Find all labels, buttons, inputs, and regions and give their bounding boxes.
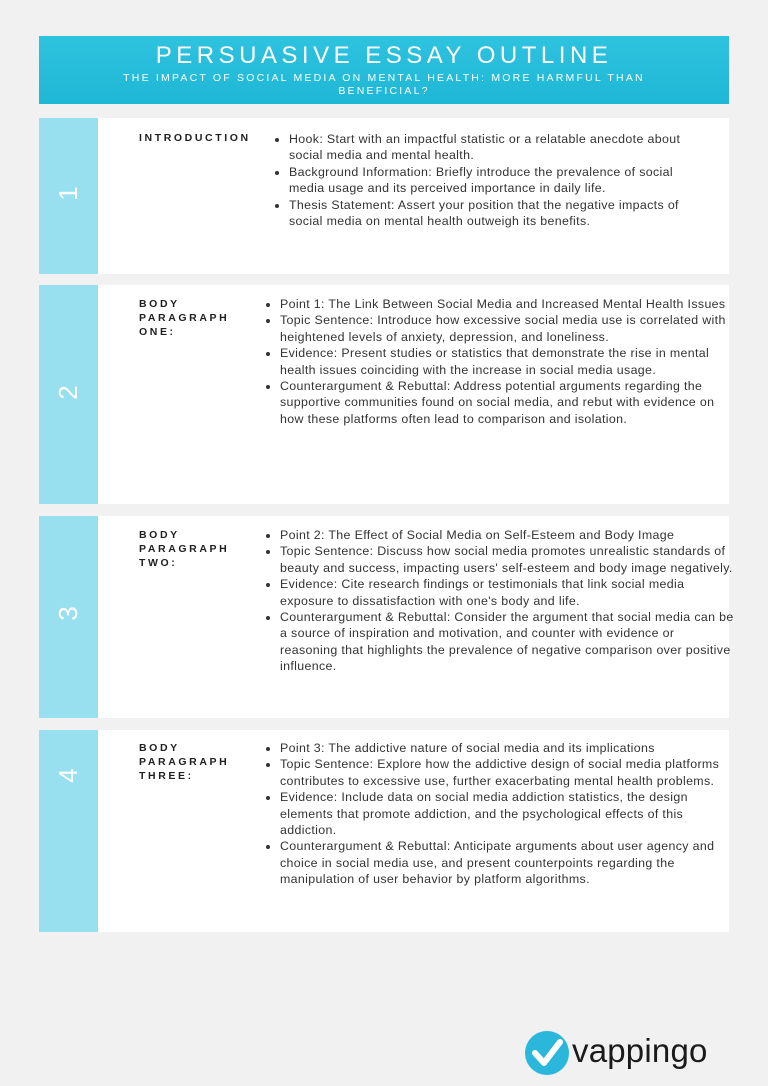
outline-header bbox=[39, 36, 729, 104]
list-item: • Topic Sentence: Introduce how excessive social media use is correlated with heightened levels of anxiety, depression, and loneliness. bbox=[280, 312, 730, 345]
page-subtitle: THE IMPACT OF SOCIAL MEDIA ON MENTAL HEALTH: MORE HARMFUL THAN BENEFICIAL? bbox=[123, 72, 645, 97]
list-item: • Counterargument & Rebuttal: Anticipate arguments about user agency and choice in social media use, and present counterpoints regarding the manipulation of user behavior by platform algorithms. bbox=[280, 838, 735, 887]
section-label: INTRODUCTION bbox=[139, 132, 251, 144]
bullet-list bbox=[262, 527, 735, 675]
section-card-introduction bbox=[39, 118, 729, 274]
list-item: • Point 2: The Effect of Social Media on Self-Esteem and Body Image bbox=[280, 527, 735, 543]
logo-wordmark: vappingo bbox=[572, 1032, 708, 1069]
section-number: 4 bbox=[53, 768, 83, 783]
section-label: BODY PARAGRAPH ONE: bbox=[139, 298, 230, 338]
bullet-list bbox=[262, 296, 730, 427]
page-title: PERSUASIVE ESSAY OUTLINE bbox=[155, 42, 613, 69]
bullet-list bbox=[271, 131, 689, 229]
list-item: • Thesis Statement: Assert your position that the negative impacts of social media on mental health outweigh its benefits. bbox=[289, 197, 689, 230]
list-item: • Evidence: Cite research findings or testimonials that link social media exposure to dissatisfaction with one's body and life. bbox=[280, 576, 735, 609]
section-card-body-two bbox=[39, 516, 734, 718]
section-number: 1 bbox=[53, 186, 83, 201]
section-number-column bbox=[39, 516, 98, 718]
list-item: • Topic Sentence: Explore how the addictive design of social media platforms contributes to excessive use, further exacerbating mental health problems. bbox=[280, 756, 735, 789]
section-label: BODY PARAGRAPH TWO: bbox=[139, 529, 230, 569]
list-item: • Evidence: Present studies or statistics that demonstrate the rise in mental health issues coinciding with the increase in social media usage. bbox=[280, 345, 730, 378]
list-item: • Point 3: The addictive nature of social media and its implications bbox=[280, 740, 735, 756]
list-item: • Evidence: Include data on social media addiction statistics, the design elements that promote addiction, and the psychological effects of this addiction. bbox=[280, 789, 735, 838]
section-label: BODY PARAGRAPH THREE: bbox=[139, 742, 230, 782]
list-item: • Background Information: Briefly introduce the prevalence of social media usage and its perceived importance in daily life. bbox=[289, 164, 689, 197]
vappingo-logo bbox=[524, 1030, 744, 1076]
section-number: 2 bbox=[53, 385, 83, 400]
bullet-list bbox=[262, 740, 735, 888]
list-item: • Counterargument & Rebuttal: Consider the argument that social media can be a source of inspiration and motivation, and counter with evidence or reasoning that highlights the prevalence of negative comparison over positive influence. bbox=[280, 609, 735, 675]
checkmark-icon bbox=[524, 1030, 570, 1076]
section-number: 3 bbox=[53, 606, 83, 621]
list-item: • Topic Sentence: Discuss how social media promotes unrealistic standards of beauty and success, impacting users' self-esteem and body image negatively. bbox=[280, 543, 735, 576]
list-item: • Counterargument & Rebuttal: Address potential arguments regarding the supportive communities found on social media, and rebut with evidence on how these platforms often lead to comparison and isolation. bbox=[280, 378, 730, 427]
list-item: • Point 1: The Link Between Social Media and Increased Mental Health Issues bbox=[280, 296, 730, 312]
section-number-column bbox=[39, 285, 98, 504]
section-card-body-one bbox=[39, 285, 729, 504]
section-number-column bbox=[39, 730, 98, 932]
section-card-body-three bbox=[39, 730, 729, 932]
list-item: • Hook: Start with an impactful statistic or a relatable anecdote about social media and mental health. bbox=[289, 131, 689, 164]
section-number-column bbox=[39, 118, 98, 274]
